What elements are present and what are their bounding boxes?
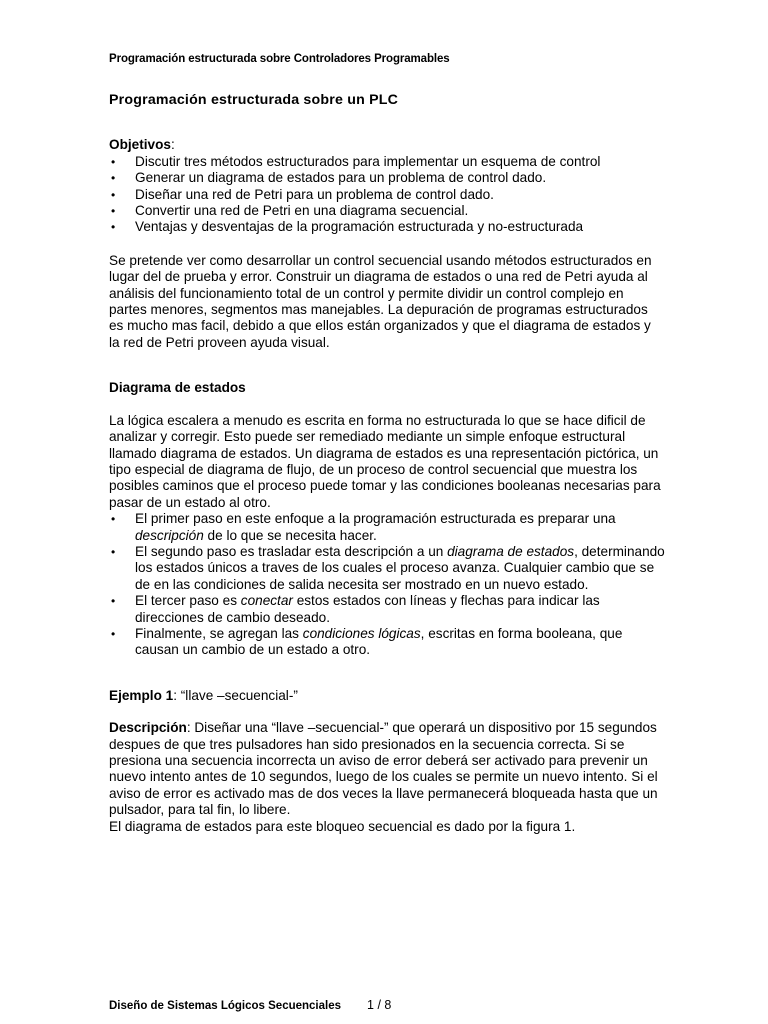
objective-item: • Diseñar una red de Petri para un problema de control dado.	[109, 187, 665, 203]
description-paragraph	[109, 720, 665, 818]
description-text: : Diseñar una “llave –secuencial-” que operará un dispositivo por 15 segundos despues de que tres pulsadores han sido presionados en la secuencia correcta. Si se presiona una secuencia incorrecta un aviso de error deberá ser activado para prevenir un nuevo intento antes de 10 segundos, luego de los cuales se permite un nuevo intento. Si el aviso de error es activado mas de dos veces la llave permanecerá bloqueada hasta que un pulsador, para tal fin, lo libere.	[109, 720, 658, 818]
step-item	[109, 511, 665, 544]
objective-item: • Discutir tres métodos estructurados para implementar un esquema de control	[109, 154, 665, 170]
objectives-list	[109, 154, 665, 236]
step-item	[109, 593, 665, 626]
step-text: , determinando los estados únicos a traves de los cuales el proceso avanza. Cualquier cambio que se de en las condiciones de salida necesita ser mostrado en un nuevo estado.	[135, 543, 665, 592]
description-label: Descripción	[109, 720, 187, 736]
objective-item: • Generar un diagrama de estados para un problema de control dado.	[109, 170, 665, 186]
page-number: 1 / 8	[367, 998, 392, 1012]
step-text: El primer paso en este enfoque a la programación estructurada es preparar una	[135, 511, 616, 527]
step-emphasis: condiciones lógicas	[302, 625, 421, 641]
step-text: El tercer paso es	[135, 593, 241, 609]
figure-note: El diagrama de estados para este bloqueo secuencial es dado por la figura 1.	[109, 818, 576, 834]
example-heading	[109, 688, 665, 704]
step-emphasis: diagrama de estados	[447, 543, 575, 559]
footer-course: Diseño de Sistemas Lógicos Secuenciales	[109, 1000, 342, 1012]
step-text: El segundo paso es trasladar esta descripción a un	[135, 543, 448, 559]
objectives-colon: :	[170, 137, 175, 153]
step-text: de lo que se necesita hacer.	[203, 527, 377, 543]
example-text: : “llave –secuencial-”	[173, 687, 298, 703]
section-heading-diagrama: Diagrama de estados	[109, 380, 246, 396]
section-paragraph: La lógica escalera a menudo es escrita en forma no estructurada lo que se hace dificil de analizar y corregir. Esto puede ser remediado mediante un simple enfoque estructural llamado diagrama de estados. Un diagrama de estados es una representación pictórica, un tipo especial de diagrama de flujo, de un proceso de control secuencial que muestra los posibles caminos que el proceso puede tomar y las condiciones booleanas necesarias para pasar de un estado al otro.	[109, 412, 661, 510]
page-footer	[109, 998, 391, 1012]
objectives-label: Objetivos	[109, 137, 171, 153]
running-header: Programación estructurada sobre Controladores Programables	[109, 53, 450, 65]
example-label: Ejemplo 1	[109, 687, 174, 703]
step-item	[109, 626, 665, 659]
step-item	[109, 544, 665, 593]
step-text: Finalmente, se agregan las	[135, 625, 303, 641]
objective-item: • Ventajas y desventajas de la programación estructurada y no-estructurada	[109, 219, 665, 235]
step-text: estos estados con líneas y flechas para indicar las direcciones de cambio deseado.	[135, 593, 600, 625]
page-content	[109, 92, 665, 835]
steps-list	[109, 511, 665, 659]
objectives-heading	[109, 137, 665, 153]
objective-item: • Convertir una red de Petri en una diagrama secuencial.	[109, 203, 665, 219]
step-emphasis: conectar	[240, 593, 293, 609]
intro-paragraph: Se pretende ver como desarrollar un control secuencial usando métodos estructurados en lugar del de prueba y error. Construir un diagrama de estados o una red de Petri ayuda al análisis del funcionamiento total de un control y permite dividir un control complejo en partes menores, segmentos mas manejables. La depuración de programas estructurados es mucho mas facil, debido a que ellos están organizados y que el diagrama de estados y la red de Petri proveen ayuda visual.	[109, 252, 652, 350]
step-text: , escritas en forma booleana, que causan un cambio de un estado a otro.	[135, 625, 623, 658]
step-emphasis: descripción	[135, 527, 204, 543]
document-title: Programación estructurada sobre un PLC	[109, 92, 399, 108]
